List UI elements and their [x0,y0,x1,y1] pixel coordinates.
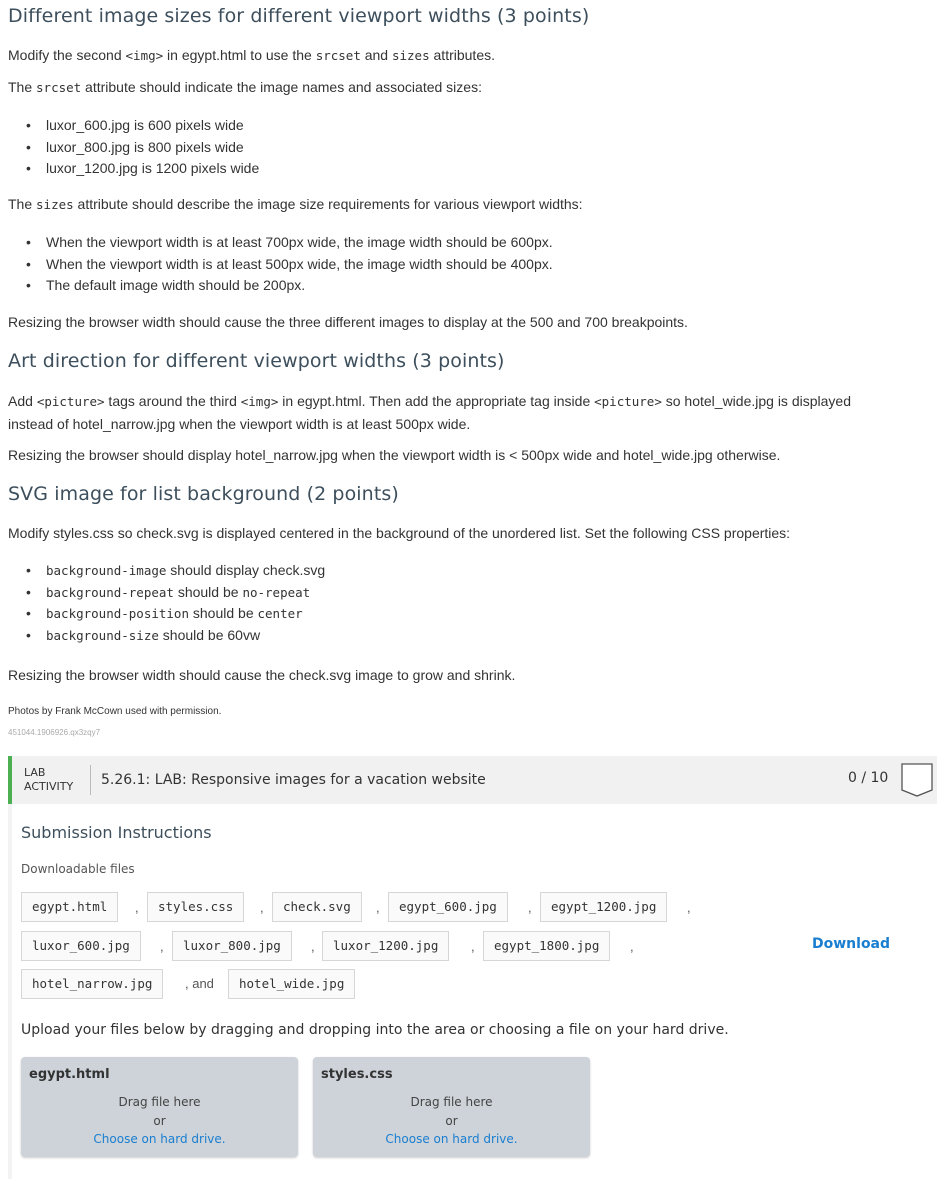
tracking-id: 451044.1906926.qx3zqy7 [8,728,101,737]
completion-badge-icon [900,762,934,798]
lab-activity-header [8,756,937,804]
file-luxor-1200[interactable]: luxor_1200.jpg [322,931,449,961]
file-egypt-600[interactable]: egypt_600.jpg [388,892,508,922]
separator: , [260,900,264,915]
upload-instructions: Upload your files below by dragging and dropping into the area or choosing a file on your hard drive. [21,1022,729,1038]
section-heading-art-direction: Art direction for different viewport widths (3 points) [8,350,505,372]
file-styles-css[interactable]: styles.css [147,892,244,922]
css-properties-list [26,560,325,646]
sizes-list [26,232,553,297]
section-heading-image-sizes: Different image sizes for different viewport widths (3 points) [8,5,590,27]
list-item: • background-position should be center [26,603,325,625]
paragraph-styles: Modify styles.css so check.svg is displayed centered in the background of the unordered list. Set the following CSS properties: [8,525,791,541]
separator: , [630,939,634,954]
file-luxor-600[interactable]: luxor_600.jpg [21,931,141,961]
score: 0 / 10 [848,770,889,786]
list-item: • When the viewport width is at least 500px wide, the image width should be 400px. [26,254,553,276]
divider [90,765,91,795]
lab-title: 5.26.1: LAB: Responsive images for a vacation website [101,772,486,788]
list-item: • luxor_600.jpg is 600 pixels wide [26,115,259,137]
list-item: • background-size should be 60vw [26,625,325,647]
file-egypt-html[interactable]: egypt.html [21,892,118,922]
separator-and: , and [185,976,214,991]
drop-zone-filename: styles.css [321,1067,393,1082]
section-heading-svg: SVG image for list background (2 points) [8,483,399,505]
separator: , [471,939,475,954]
srcset-list [26,115,259,180]
list-item: • The default image width should be 200px. [26,275,553,297]
download-button[interactable]: Download [812,936,891,952]
drag-file-text: Drag file here [410,1095,493,1109]
choose-file-link[interactable]: Choose on hard drive. [93,1132,226,1146]
separator: , [528,900,532,915]
paragraph-breakpoints: Resizing the browser width should cause the three different images to display at the 500 and 700 breakpoints. [8,314,688,330]
choose-file-link[interactable]: Choose on hard drive. [385,1132,518,1146]
file-luxor-800[interactable]: luxor_800.jpg [172,931,292,961]
file-egypt-1800[interactable]: egypt_1800.jpg [483,931,610,961]
paragraph-modify-img: Modify the second <img> in egypt.html to use the srcset and sizes attributes. [8,47,495,63]
paragraph-picture: Add <picture> tags around the third <img> in egypt.html. Then add the appropriate tag inside <picture> so hotel_wide.jpg is displayed instead of hotel_narrow.jpg when the viewport width is at least 500px wide. [8,393,851,432]
separator: , [687,900,691,915]
drop-zone-egypt-html[interactable] [21,1057,298,1157]
or-text: or [445,1114,458,1128]
list-item: • When the viewport width is at least 700px wide, the image width should be 600px. [26,232,553,254]
paragraph-sizes: The sizes attribute should describe the image size requirements for various viewport widths: [8,196,583,212]
or-text: or [153,1114,166,1128]
paragraph-grow-shrink: Resizing the browser width should cause the check.svg image to grow and shrink. [8,667,516,683]
drop-zone-filename: egypt.html [29,1067,110,1082]
list-item: • background-repeat should be no-repeat [26,582,325,604]
photo-credit: Photos by Frank McCown used with permission. [8,706,222,717]
drop-zone-styles-css[interactable] [313,1057,590,1157]
list-item: • luxor_800.jpg is 800 pixels wide [26,137,259,159]
separator: , [135,900,139,915]
file-check-svg[interactable]: check.svg [272,892,362,922]
separator: , [311,939,315,954]
paragraph-srcset: The srcset attribute should indicate the image names and associated sizes: [8,79,482,95]
file-hotel-narrow[interactable]: hotel_narrow.jpg [21,969,163,999]
file-egypt-1200[interactable]: egypt_1200.jpg [540,892,667,922]
separator: , [376,900,380,915]
downloadable-files-label: Downloadable files [21,862,135,876]
file-hotel-wide[interactable]: hotel_wide.jpg [228,969,355,999]
submission-title: Submission Instructions [21,823,212,842]
list-item: • background-image should display check.svg [26,560,325,582]
separator: , [160,939,164,954]
paragraph-hotel: Resizing the browser should display hotel_narrow.jpg when the viewport width is < 500px wide and hotel_wide.jpg otherwise. [8,447,781,463]
lab-activity-label: LAB ACTIVITY [24,766,74,793]
drag-file-text: Drag file here [118,1095,201,1109]
list-item: • luxor_1200.jpg is 1200 pixels wide [26,158,259,180]
lab-body-border [8,804,12,1179]
